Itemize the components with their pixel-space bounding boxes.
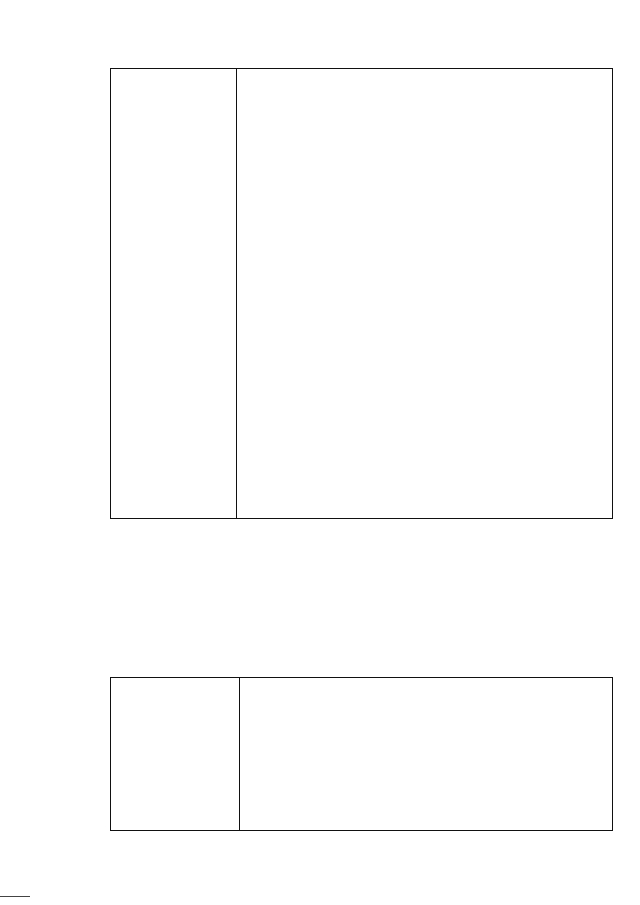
- scan-edge-mark: [0, 896, 30, 897]
- executors-table: [110, 677, 613, 831]
- funding-table-value-cell: [237, 69, 613, 519]
- funding-table: [110, 68, 613, 519]
- executors-list-cell: [240, 678, 613, 831]
- executors-label-cell: [111, 678, 240, 831]
- funding-table-label-cell: [111, 69, 237, 519]
